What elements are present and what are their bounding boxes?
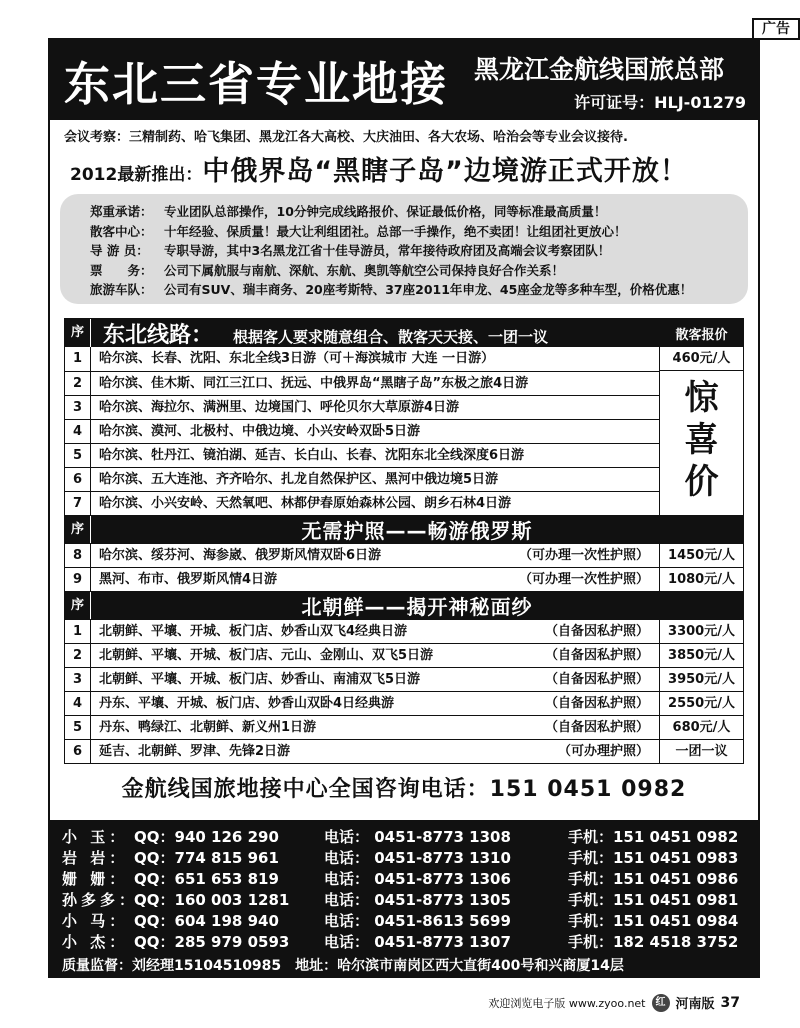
contact-row: 小 马： QQ：604 198 940 电话： 0451-8613 5699 手机：151 0451 0984 bbox=[62, 912, 739, 930]
table-row: 3 哈尔滨、海拉尔、满洲里、边境国门、呼伦贝尔大草原游4日游 bbox=[65, 395, 659, 419]
routes-table bbox=[64, 318, 744, 764]
section-title: 无需护照——畅游俄罗斯 bbox=[301, 519, 533, 543]
promise-key: 散客中心： bbox=[90, 223, 153, 239]
table-row: 1 北朝鲜、平壤、开城、板门店、妙香山双飞4经典日游 （自备因私护照） 3300元/人 bbox=[65, 619, 743, 643]
promise-text: 专业团队总部操作，10分钟完成线路报价、保证最低价格，同等标准最高质量！ bbox=[164, 204, 607, 219]
table-row: 3 北朝鲜、平壤、开城、板门店、妙香山、南浦双飞5日游 （自备因私护照） 3950元/人 bbox=[65, 667, 743, 691]
promo-headline: 中俄界岛“黑瞎子岛”边境游正式开放！ bbox=[202, 156, 688, 187]
promise-text: 十年经验、保质量！最大让利组团社。总部一手操作，绝不卖团！让组团社更放心！ bbox=[164, 223, 627, 239]
promise-row bbox=[90, 261, 748, 281]
section-header-russia bbox=[65, 515, 743, 543]
table-row: 7 哈尔滨、小兴安岭、天然氧吧、林都伊春原始森林公园、朗乡石林4日游 bbox=[65, 491, 659, 515]
section-title: 东北线路： 根据客人要求随意组合、散客天天接、一团一议 bbox=[103, 322, 549, 348]
promise-row bbox=[90, 222, 748, 242]
northeast-routes bbox=[65, 347, 743, 515]
table-row: 2 哈尔滨、佳木斯、同江三江口、抚远、中俄界岛“黑瞎子岛”东极之旅4日游 bbox=[65, 371, 659, 395]
magazine-logo-icon: 红 bbox=[652, 994, 670, 1012]
page-number: 37 bbox=[720, 994, 740, 1011]
seq-label: 序 bbox=[65, 319, 91, 347]
table-row: 1 哈尔滨、长春、沈阳、东北全线3日游（可＋海滨城市 大连 一日游） bbox=[65, 347, 659, 371]
contact-row: 小 玉： QQ：940 126 290 电话： 0451-8773 1308 手机：151 0451 0982 bbox=[62, 828, 739, 846]
ad-tag: 广告 bbox=[752, 18, 800, 40]
org-name: 黑龙江金航线国旅总部 bbox=[474, 55, 725, 84]
header bbox=[50, 40, 758, 120]
promise-key: 郑重承诺： bbox=[90, 204, 153, 219]
promise-row bbox=[90, 241, 748, 261]
section-title: 北朝鲜——揭开神秘面纱 bbox=[301, 595, 533, 619]
promise-text: 专职导游，其中3名黑龙江省十佳导游员，常年接待政府团及高端会议考察团队！ bbox=[164, 243, 611, 259]
table-row: 5 丹东、鸭绿江、北朝鲜、新义州1日游 （自备因私护照） 680元/人 bbox=[65, 715, 743, 739]
promise-row bbox=[90, 280, 748, 300]
promise-key: 旅游车队： bbox=[90, 282, 153, 298]
table-row: 9 黑河、布市、俄罗斯风情4日游 （可办理一次性护照） 1080元/人 bbox=[65, 567, 743, 591]
first-price: 460元/人 bbox=[660, 347, 743, 371]
advert-sheet bbox=[48, 38, 760, 978]
promise-key: 票 务： bbox=[90, 262, 153, 278]
contact-row: 岩 岩： QQ：774 815 961 电话： 0451-8773 1310 手机：151 0451 0983 bbox=[62, 849, 739, 867]
section-header-north-korea bbox=[65, 591, 743, 619]
page-footer bbox=[488, 993, 740, 1012]
footer-link[interactable]: 欢迎浏览电子版 www.zyoo.net bbox=[488, 996, 646, 1010]
meeting-line: 会议考察：三精制药、哈飞集团、黑龙江各大高校、大庆油田、各大农场、哈治会等专业会议接待. bbox=[64, 130, 628, 145]
table-row: 6 哈尔滨、五大连池、齐齐哈尔、扎龙自然保护区、黑河中俄边境5日游 bbox=[65, 467, 659, 491]
promo-prefix: 2012最新推出： bbox=[70, 165, 203, 185]
table-row: 8 哈尔滨、绥芬河、海参崴、俄罗斯风情双卧6日游 （可办理一次性护照） 1450元/人 bbox=[65, 543, 743, 567]
price-label: 散客报价 bbox=[675, 327, 728, 343]
promise-row bbox=[90, 202, 748, 222]
promise-box bbox=[60, 194, 748, 304]
seq-label: 序 bbox=[65, 516, 91, 543]
price-column bbox=[659, 347, 743, 515]
table-row: 2 北朝鲜、平壤、开城、板门店、元山、金刚山、双飞5日游 （自备因私护照） 3850元/人 bbox=[65, 643, 743, 667]
promo-line bbox=[50, 145, 758, 188]
promise-key: 导 游 员： bbox=[90, 243, 149, 259]
table-row: 4 哈尔滨、漠河、北极村、中俄边境、小兴安岭双卧5日游 bbox=[65, 419, 659, 443]
seq-label: 序 bbox=[65, 592, 91, 619]
table-row: 4 丹东、平壤、开城、板门店、妙香山双卧4日经典游 （自备因私护照） 2550元/人 bbox=[65, 691, 743, 715]
license-number: 许可证号：HLJ-01279 bbox=[574, 93, 746, 112]
surprise-price: 惊 喜 价 bbox=[684, 378, 719, 502]
contact-row: 孙多多： QQ：160 003 1281 电话： 0451-8773 1305 手机：151 0451 0981 bbox=[62, 891, 739, 909]
hotline: 金航线国旅地接中心全国咨询电话：151 0451 0982 bbox=[121, 777, 687, 802]
edition-label: 河南版 bbox=[675, 997, 715, 1012]
contacts-panel bbox=[50, 820, 758, 978]
main-title: 东北三省专业地接 bbox=[64, 57, 448, 111]
contact-row: 姗 姗： QQ：651 653 819 电话： 0451-8773 1306 手机：151 0451 0986 bbox=[62, 870, 739, 888]
promise-text: 公司有SUV、瑞丰商务、20座考斯特、37座2011年申龙、45座金龙等多种车型，价格优惠！ bbox=[164, 282, 693, 298]
table-row: 5 哈尔滨、牡丹江、镜泊湖、延吉、长白山、长春、沈阳东北全线深度6日游 bbox=[65, 443, 659, 467]
contact-row: 小 杰： QQ：285 979 0593 电话： 0451-8773 1307 手机：182 4518 3752 bbox=[62, 933, 739, 951]
table-row: 6 延吉、北朝鲜、罗津、先锋2日游 （可办理护照） 一团一议 bbox=[65, 739, 743, 763]
supervise-address: 质量监督：刘经理15104510985 地址：哈尔滨市南岗区西大直街400号和兴商厦14层 bbox=[62, 958, 624, 974]
section-header-northeast bbox=[65, 319, 743, 347]
promise-text: 公司下属航服与南航、深航、东航、奥凯等航空公司保持良好合作关系！ bbox=[164, 262, 565, 278]
